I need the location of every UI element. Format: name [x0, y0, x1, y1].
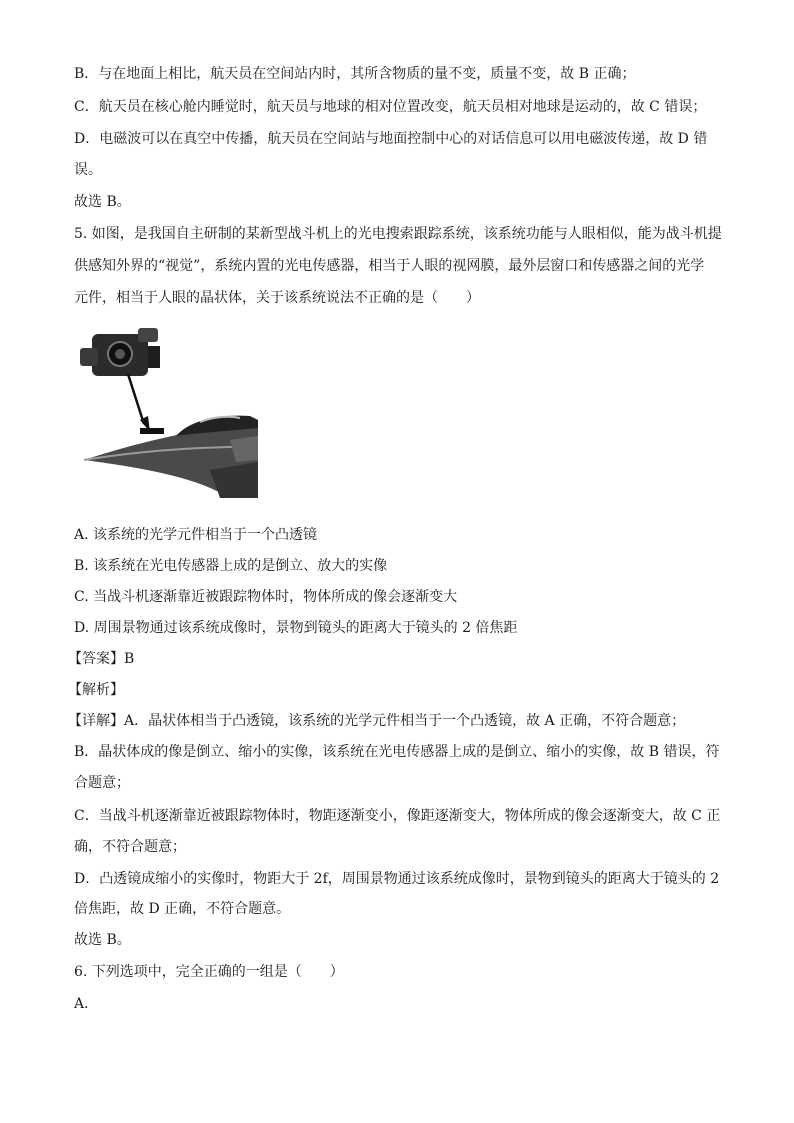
fighter-jet-sensor-figure: [80, 320, 258, 500]
sensor-top-block: [138, 328, 158, 342]
pointer-arrow-shaft: [128, 374, 144, 424]
q5-option-c: C. 当战斗机逐渐靠近被跟踪物体时，物体所成的像会逐渐变大: [74, 589, 458, 605]
q5-detail-line7: 倍焦距，故 D 正确，不符合题意。: [74, 901, 291, 917]
fighter-jet-sensor-illustration: [80, 320, 258, 500]
prev-option-c-explanation: C．航天员在核心舱内睡觉时，航天员与地球的相对位置改变，航天员相对地球是运动的，故 C 错误；: [74, 99, 707, 115]
q6-stem: 6. 下列选项中，完全正确的一组是（ ）: [74, 964, 344, 980]
sensor-window-on-jet: [140, 428, 164, 434]
sensor-lens-center: [115, 349, 125, 359]
sensor-pod-side: [80, 348, 98, 366]
prev-option-d-explanation-line1: D．电磁波可以在真空中传播，航天员在空间站与地面控制中心的对话信息可以用电磁波传递，故 D 错: [74, 131, 708, 147]
q5-option-d: D. 周围景物通过该系统成像时，景物到镜头的距离大于镜头的 2 倍焦距: [74, 620, 518, 636]
q5-option-a: A. 该系统的光学元件相当于一个凸透镜: [74, 527, 318, 543]
q5-detail-line4: C．当战斗机逐渐靠近被跟踪物体时，物距逐渐变小，像距逐渐变大，物体所成的像会逐渐变大，故 C 正: [74, 808, 721, 824]
q5-stem-line1: 5. 如图，是我国自主研制的某新型战斗机上的光电搜索跟踪系统，该系统功能与人眼相似，能为战斗机提: [74, 226, 722, 242]
q5-option-b: B. 该系统在光电传感器上成的是倒立、放大的实像: [74, 558, 388, 574]
q5-detail-line2: B．晶状体成的像是倒立、缩小的实像，该系统在光电传感器上成的是倒立、缩小的实像，故 B 错误，符: [74, 744, 720, 760]
q5-analysis-label: 【解析】: [68, 682, 124, 698]
q5-answer: 【答案】B: [68, 651, 135, 667]
q5-detail-line3: 合题意；: [74, 775, 130, 791]
q5-conclusion: 故选 B。: [74, 932, 131, 948]
q5-detail-line6: D．凸透镜成缩小的实像时，物距大于 2f，周围景物通过该系统成像时，景物到镜头的距离大于镜头的 2: [74, 871, 720, 887]
prev-option-d-explanation-line2: 误。: [74, 162, 102, 178]
prev-conclusion: 故选 B。: [74, 194, 131, 210]
prev-option-b-explanation: B．与在地面上相比，航天员在空间站内时，其所含物质的量不变，质量不变，故 B 正确；: [74, 66, 636, 82]
q5-stem-line2: 供感知外界的“视觉”，系统内置的光电传感器，相当于人眼的视网膜，最外层窗口和传感器之间的光学: [74, 258, 705, 274]
q5-detail-line1: 【详解】A．晶状体相当于凸透镜，该系统的光学元件相当于一个凸透镜，故 A 正确，不符合题意；: [68, 713, 686, 729]
q5-stem-line3: 元件，相当于人眼的晶状体，关于该系统说法不正确的是（ ）: [74, 290, 480, 306]
q5-detail-line5: 确，不符合题意；: [74, 839, 186, 855]
sensor-mount: [148, 346, 160, 368]
q6-option-a: A．: [74, 996, 99, 1012]
